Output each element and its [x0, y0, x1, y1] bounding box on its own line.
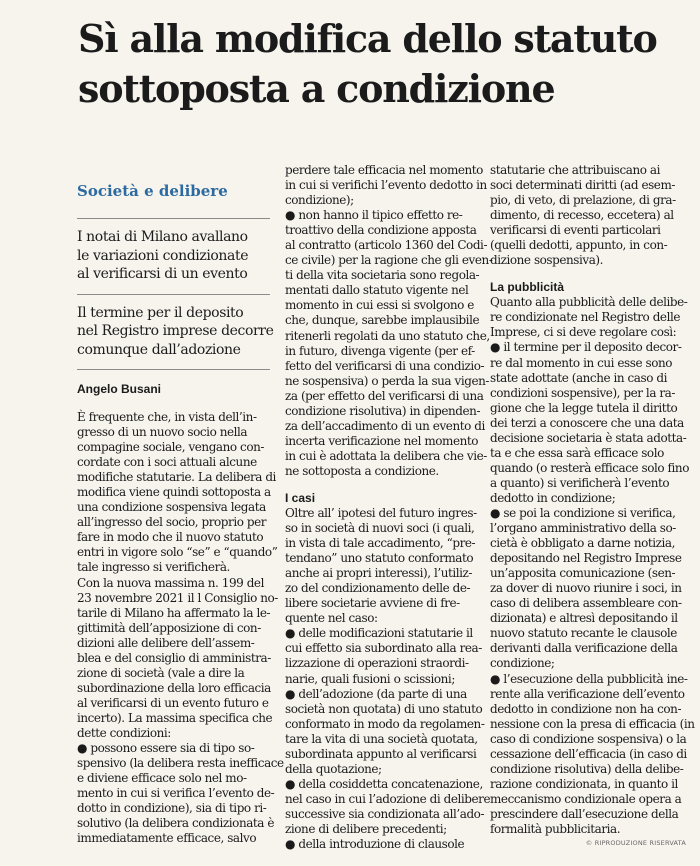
author-byline: Angelo Busani	[77, 382, 162, 396]
text-line: condizione risolutiva) della delibe-	[490, 761, 684, 776]
text-line: incerta verificazione nel momento	[285, 433, 479, 448]
headline-line: sottoposta a condizione	[78, 66, 555, 111]
subhead-line: le variazioni condizionate	[77, 247, 249, 264]
text-line: condizione risolutiva) in dipenden-	[285, 403, 481, 418]
text-line: condizioni sospensive), per la ra-	[490, 385, 675, 400]
text-line: in cui si verifichi l’evento dedotto in	[285, 178, 487, 193]
text-line: re dal momento in cui esse sono	[490, 355, 673, 370]
text-line: verificarsi di eventi particolari	[490, 223, 661, 238]
text-line: nel caso in cui l’adozione di delibere	[285, 791, 491, 806]
text-line: momento in cui essi si svolgono e	[285, 298, 474, 313]
text-line: conformato in modo da regolamen-	[285, 716, 485, 731]
subhead-line: comunque dall’adozione	[77, 341, 241, 358]
text-line: gione che la legge tutela il diritto	[490, 400, 678, 415]
text-line: una condizione sospensiva legata	[77, 500, 266, 515]
text-line: società non quotata) di uno statuto	[285, 701, 483, 716]
text-line: zione di delibere precedenti;	[285, 821, 447, 836]
text-line: e diviene efficace solo nel mo-	[77, 771, 247, 786]
text-line: state adottate (anche in caso di	[490, 370, 667, 385]
column-3	[490, 163, 695, 837]
text-line: modifica viene quindi sottoposta a	[77, 485, 271, 500]
text-line: mentati dallo statuto vigente nel	[285, 283, 469, 298]
text-line: libere societarie avviene di fre-	[285, 596, 460, 611]
text-line: ● non hanno il tipico effetto re-	[285, 208, 463, 223]
text-line: nessione con la presa di efficacia (in	[490, 716, 695, 731]
text-line: Quanto alla pubblicità delle delibe-	[490, 295, 688, 310]
text-line: un’apposita comunicazione (sen-	[490, 566, 676, 581]
text-line: Oltre all’ ipotesi del futuro ingres-	[285, 505, 477, 520]
subhead-line: I notai di Milano avallano	[77, 229, 248, 245]
text-line: ritenerli regolati da uno statuto che,	[285, 328, 490, 343]
subhead-1	[77, 219, 270, 295]
text-line: lizzazione di operazioni straordi-	[285, 656, 469, 671]
subhead-line: Il termine per il deposito	[77, 304, 244, 321]
text-line: decisione societaria è stata adotta-	[490, 430, 687, 445]
text-line: ● se poi la condizione si verifica,	[490, 505, 676, 520]
text-line: ● della introduzione di clausole	[285, 837, 465, 852]
text-line: meccanismo condizionale opera a	[490, 791, 682, 806]
text-line: caso di delibera assembleare con-	[490, 596, 682, 611]
copyright-note: © RIPRODUZIONE RISERVATA	[585, 839, 686, 847]
article-body	[77, 410, 284, 846]
text-line: mento in cui si verifica l’evento de-	[77, 786, 275, 801]
text-line: zo del condizionamento delle de-	[285, 581, 471, 596]
text-line: fetto del verificarsi di una condizio-	[285, 358, 485, 373]
text-line: incerto). La massima specifica che	[77, 710, 273, 725]
text-line: al contratto (articolo 1360 del Codi-	[285, 238, 488, 253]
text-line: ce civile) per la ragione che gli even-	[285, 253, 493, 268]
text-line: caso di condizione sospensiva) o la	[490, 731, 687, 746]
text-line: condizione);	[285, 193, 354, 208]
text-line: successive sia condizionata all’ado-	[285, 806, 485, 821]
text-line: tendano” uno statuto conformato	[285, 551, 474, 566]
text-line: nuovo statuto recante le clausole	[490, 626, 677, 641]
article-body	[285, 163, 493, 479]
text-line: gresso di un nuovo socio nella	[77, 425, 248, 440]
text-line: derivanti dalla verificazione della	[490, 641, 678, 656]
text-line: (quelli dedotti, appunto, in con-	[490, 238, 668, 253]
text-line: Imprese, ci si deve regolare così:	[490, 325, 677, 340]
text-line: cui effetto sia subordinato alla rea-	[285, 641, 482, 656]
subhead-line: al verificarsi di un evento	[77, 266, 248, 282]
text-line: quente nel caso:	[285, 611, 378, 626]
text-line: quando (o resterà efficace solo fino	[490, 460, 689, 475]
section-title-casi: I casi	[285, 490, 316, 505]
text-line: blea e del consiglio di amministra-	[77, 650, 271, 665]
text-line: subordinata appunto al verificarsi	[285, 746, 477, 761]
text-line: tarile di Milano ha affermato la le-	[77, 605, 271, 620]
text-line: re condizionate nel Registro delle	[490, 310, 681, 325]
text-line: za dover di nuovo riunire i soci, in	[490, 581, 682, 596]
text-line: 23 novembre 2021 il l Consiglio no-	[77, 590, 278, 605]
article-body	[490, 295, 695, 837]
text-line: modifiche statutarie. La delibera di	[77, 470, 276, 485]
text-line: troattivo della condizione apposta	[285, 223, 477, 238]
column-2	[285, 163, 493, 852]
text-line: immediatamente efficace, salvo	[77, 831, 257, 846]
text-line: compagine sociale, vengano con-	[77, 440, 264, 455]
headline	[78, 14, 688, 114]
text-line: cessazione dell’efficacia (in caso di	[490, 746, 687, 761]
text-line: dotto in condizione), sia di tipo ri-	[77, 801, 267, 816]
text-line: spensivo (la delibera resta inefficace	[77, 756, 284, 771]
text-line: dedotto in condizione;	[490, 490, 616, 505]
text-line: in cui è adottata la delibera che vie-	[285, 448, 487, 463]
text-line: ti della vita societaria sono regola-	[285, 268, 480, 283]
text-line: al verificarsi di un evento futuro e	[77, 695, 269, 710]
text-line: della quotazione;	[285, 761, 382, 776]
text-line: dedotto in condizione non ha con-	[490, 701, 682, 716]
text-line: Con la nuova massima n. 199 del	[77, 575, 264, 590]
text-line: zione di società (vale a dire la	[77, 665, 245, 680]
text-line: che, dunque, sarebbe implausibile	[285, 313, 480, 328]
text-line: dette condizioni:	[77, 725, 171, 740]
text-line: pio, di veto, di prelazione, di gra-	[490, 193, 676, 208]
text-line: za dell’accadimento di un evento di	[285, 418, 485, 433]
text-line: statutarie che attribuiscano ai	[490, 163, 660, 177]
text-line: subordinazione della loro efficacia	[77, 680, 271, 695]
text-line: dimento, di recesso, eccetera) al	[490, 208, 674, 223]
text-line: ● della cosiddetta concatenazione,	[285, 776, 483, 791]
text-line: condizione;	[490, 656, 555, 671]
text-line: solutivo (la delibera condizionata è	[77, 816, 275, 831]
text-line: razione condizionata, in quanto il	[490, 776, 678, 791]
text-line: narie, quali fusioni o scissioni;	[285, 671, 455, 686]
text-line: entri in vigore solo “se” e “quando”	[77, 545, 278, 560]
text-line: dizionata) e altresì depositando il	[490, 611, 678, 626]
article-body	[285, 505, 491, 852]
text-line: ● dell’adozione (da parte di una	[285, 686, 467, 701]
text-line: ne sospensiva) o perda la sua vigen-	[285, 373, 489, 388]
text-line: in futuro, divenga vigente (per ef-	[285, 343, 475, 358]
text-line: gittimità dell’apposizione di con-	[77, 620, 261, 635]
text-line: a quanto) si verificherà l’evento	[490, 475, 670, 490]
text-line: ta e che essa sarà efficace solo	[490, 445, 664, 460]
text-line: perdere tale efficacia nel momento	[285, 163, 483, 177]
text-line: formalità pubblicitaria.	[490, 821, 621, 836]
text-line: ne sottoposta a condizione.	[285, 463, 439, 478]
text-line: depositando nel Registro Imprese	[490, 551, 682, 566]
text-line: dei terzi a conoscere che una data	[490, 415, 684, 430]
text-line: ● delle modificazioni statutarie il	[285, 626, 473, 641]
text-line: all’ingresso del socio, proprio per	[77, 515, 267, 530]
text-line: cietà è obbligato a darne notizia,	[490, 536, 675, 551]
text-line: tale ingresso si verificherà.	[77, 560, 230, 575]
text-line: za (per effetto del verificarsi di una	[285, 388, 484, 403]
text-line: È frequente che, in vista dell’in-	[77, 410, 257, 424]
article-body	[490, 163, 687, 268]
text-line: dizione sospensiva).	[490, 253, 604, 268]
text-line: dizioni alle delibere dell’assem-	[77, 635, 255, 650]
text-line: in vista di tale accadimento, “pre-	[285, 536, 476, 551]
section-title-pubblicita: La pubblicità	[490, 280, 565, 295]
text-line: soci determinati diritti (ad esem-	[490, 178, 675, 193]
text-line: l’organo amministrativo della so-	[490, 521, 676, 536]
text-line: ● l’esecuzione della pubblicità ine-	[490, 671, 688, 686]
text-line: prescindere dall’esecuzione della	[490, 806, 679, 821]
text-line: cordate con i soci attuali alcune	[77, 455, 257, 470]
text-line: ● possono essere sia di tipo so-	[77, 741, 255, 756]
text-line: ● il termine per il deposito decor-	[490, 340, 682, 355]
text-line: fare in modo che il nuovo statuto	[77, 530, 264, 545]
text-line: rente alla verificazione dell’evento	[490, 686, 685, 701]
headline-line: Sì alla modifica dello statuto	[78, 16, 657, 61]
subhead-line: nel Registro imprese decorre	[77, 323, 274, 339]
column-1	[77, 163, 284, 846]
text-line: tare la vita di una società quotata,	[285, 731, 478, 746]
text-line: anche ai propri interessi), l’utiliz-	[285, 566, 473, 581]
section-tag: Società e delibere	[77, 182, 270, 219]
subhead-2	[77, 295, 274, 371]
text-line: so in società di nuovi soci (i quali,	[285, 521, 475, 536]
